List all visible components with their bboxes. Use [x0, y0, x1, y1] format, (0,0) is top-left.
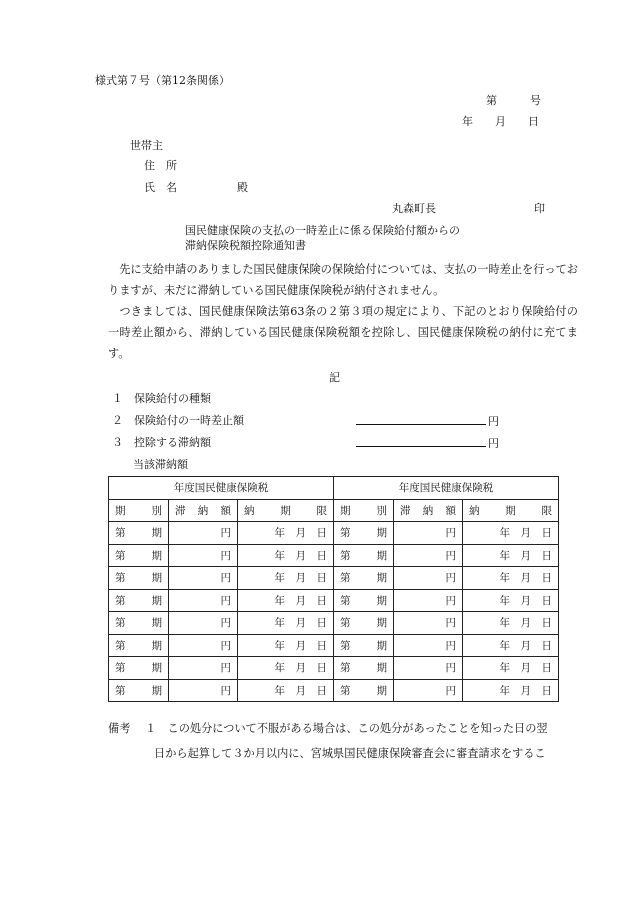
period-cell: [334, 657, 394, 680]
address-label: 住 所: [144, 159, 177, 172]
period-prefix: 第: [115, 572, 134, 585]
table-row: [109, 679, 559, 702]
arrears-yen-cell: 円: [169, 679, 238, 702]
table-row: [109, 567, 559, 590]
arrears-yen-cell: 円: [169, 567, 238, 590]
arrears-yen-cell: 円: [169, 544, 238, 567]
deadline-date-cell: 年 月 日: [238, 634, 334, 657]
period-cell: [109, 589, 169, 612]
table-row: [109, 634, 559, 657]
arrears-yen-cell: 円: [169, 522, 238, 545]
period-prefix: 第: [340, 549, 359, 562]
period-cell: [334, 522, 394, 545]
blank-line: [356, 412, 486, 425]
period-prefix: 第: [340, 639, 359, 652]
item-3: [112, 434, 211, 450]
period-cell: [109, 679, 169, 702]
period-prefix: 第: [340, 527, 359, 540]
document-date: 年 月 日: [462, 115, 539, 128]
notice-title-line1: 国民健康保険の支払の一時差止に係る保険給付額からの: [185, 224, 460, 237]
sender-title: 丸森町長: [392, 202, 436, 215]
period-prefix: 第: [115, 594, 134, 607]
period-cell: [109, 544, 169, 567]
blank-line: [356, 434, 486, 447]
period-suffix: 期: [376, 684, 388, 697]
period-suffix: 期: [151, 639, 162, 652]
arrears-yen-cell: 円: [169, 634, 238, 657]
item-label: 控除する滞納額: [134, 436, 211, 449]
item-3-amount-field: [356, 434, 499, 451]
deadline-date-cell: 年 月 日: [238, 612, 334, 635]
body-paragraph-1: 先に支給申請のありました国民健康保険の保険給付については、支払の一時差止を行っておりますが、未だに滞納している国民健康保険税が納付されません。: [108, 263, 578, 297]
arrears-yen-cell: 円: [169, 589, 238, 612]
period-cell: [109, 634, 169, 657]
period-suffix: 期: [376, 617, 388, 630]
item-label: 保険給付の一時差止額: [134, 414, 244, 427]
arrears-yen-cell: 円: [394, 657, 463, 680]
deadline-date-cell: 年 月 日: [238, 544, 334, 567]
arrears-yen-cell: 円: [394, 612, 463, 635]
period-suffix: 期: [151, 594, 162, 607]
period-cell: [109, 567, 169, 590]
col-deadline-header: 納期限: [238, 499, 334, 522]
group-header-right: 年度国民健康保険税: [334, 477, 559, 500]
period-suffix: 期: [151, 662, 162, 675]
yen-unit: 円: [488, 437, 499, 450]
deadline-date-cell: 年 月 日: [238, 522, 334, 545]
deadline-date-cell: 年 月 日: [463, 612, 559, 635]
period-cell: [334, 589, 394, 612]
group-header-left: 年度国民健康保険税: [109, 477, 334, 500]
arrears-yen-cell: 円: [394, 567, 463, 590]
period-suffix: 期: [151, 572, 162, 585]
period-prefix: 第: [340, 684, 359, 697]
document-number: 第 号: [486, 94, 541, 107]
table-row: [109, 612, 559, 635]
remarks: [108, 716, 578, 766]
col-arrears-header: 滞納額: [169, 499, 238, 522]
period-cell: [334, 567, 394, 590]
current-arrears-label: 当該滞納額: [133, 458, 188, 471]
item-2-amount-field: [356, 412, 499, 429]
table-group-header-row: [109, 477, 559, 500]
seal-mark: 印: [534, 202, 545, 215]
period-prefix: 第: [115, 639, 134, 652]
period-suffix: 期: [376, 594, 388, 607]
col-deadline-header: 納期限: [463, 499, 559, 522]
ki-heading: 記: [329, 371, 340, 384]
period-cell: [334, 679, 394, 702]
period-suffix: 期: [151, 527, 162, 540]
deadline-date-cell: 年 月 日: [238, 657, 334, 680]
item-label: 保険給付の種類: [134, 392, 211, 405]
period-cell: [109, 657, 169, 680]
body-paragraph-2: つきましては、国民健康保険法第63条の２第３項の規定により、下記のとおり保険給付の一時差止額から、滞納している国民健康保険税額を控除し、国民健康保険税の納付に充てます。: [108, 305, 578, 360]
deadline-date-cell: 年 月 日: [463, 657, 559, 680]
deadline-date-cell: 年 月 日: [463, 589, 559, 612]
period-prefix: 第: [115, 527, 134, 540]
period-cell: [109, 522, 169, 545]
table-row: [109, 522, 559, 545]
item-number: ２: [112, 414, 123, 427]
name-label: 氏 名: [144, 181, 177, 194]
period-prefix: 第: [340, 594, 359, 607]
household-head-label: 世帯主: [130, 139, 163, 152]
arrears-yen-cell: 円: [394, 522, 463, 545]
period-prefix: 第: [115, 662, 134, 675]
period-suffix: 期: [151, 549, 162, 562]
remarks-text-2: 日から起算して３か月以内に、宮城県国民健康保険審査会に審査請求をするこ: [154, 747, 546, 760]
item-1: [112, 390, 211, 406]
remarks-label: 備考: [108, 722, 131, 735]
period-cell: [109, 612, 169, 635]
period-prefix: 第: [115, 684, 134, 697]
deadline-date-cell: 年 月 日: [238, 589, 334, 612]
period-prefix: 第: [115, 617, 134, 630]
deadline-date-cell: 年 月 日: [463, 544, 559, 567]
deadline-date-cell: 年 月 日: [238, 567, 334, 590]
period-suffix: 期: [376, 527, 388, 540]
remarks-text-1: この処分について不服がある場合は、この処分があったことを知った日の翌: [167, 722, 548, 735]
period-prefix: 第: [340, 572, 359, 585]
period-suffix: 期: [376, 572, 388, 585]
period-cell: [334, 612, 394, 635]
period-suffix: 期: [376, 549, 388, 562]
arrears-yen-cell: 円: [394, 589, 463, 612]
deadline-date-cell: 年 月 日: [463, 634, 559, 657]
period-prefix: 第: [340, 617, 359, 630]
deadline-date-cell: 年 月 日: [463, 679, 559, 702]
table-column-header-row: [109, 499, 559, 522]
remarks-line-1: [108, 716, 578, 741]
period-cell: [334, 634, 394, 657]
period-suffix: 期: [376, 639, 388, 652]
period-suffix: 期: [376, 662, 388, 675]
deadline-date-cell: 年 月 日: [463, 567, 559, 590]
arrears-yen-cell: 円: [394, 544, 463, 567]
period-suffix: 期: [151, 684, 162, 697]
arrears-yen-cell: 円: [169, 657, 238, 680]
arrears-yen-cell: 円: [169, 612, 238, 635]
item-number: ３: [112, 436, 123, 449]
table-row: [109, 544, 559, 567]
deadline-date-cell: 年 月 日: [238, 679, 334, 702]
arrears-table: [108, 476, 559, 702]
notice-title-line2: 滞納保険税額控除通知書: [185, 239, 306, 252]
col-period-header: 期 別: [109, 499, 169, 522]
period-cell: [334, 544, 394, 567]
item-number: １: [112, 392, 123, 405]
col-arrears-header: 滞納額: [394, 499, 463, 522]
period-suffix: 期: [151, 617, 162, 630]
honorific: 殿: [237, 181, 248, 194]
yen-unit: 円: [488, 415, 499, 428]
table-row: [109, 589, 559, 612]
arrears-yen-cell: 円: [394, 679, 463, 702]
table-row: [109, 657, 559, 680]
deadline-date-cell: 年 月 日: [463, 522, 559, 545]
form-number: 様式第７号（第12条関係）: [95, 74, 230, 87]
period-prefix: 第: [340, 662, 359, 675]
remarks-item-number: １: [145, 722, 157, 735]
item-2: [112, 412, 244, 428]
arrears-yen-cell: 円: [394, 634, 463, 657]
period-prefix: 第: [115, 549, 134, 562]
col-period-header: 期 別: [334, 499, 394, 522]
